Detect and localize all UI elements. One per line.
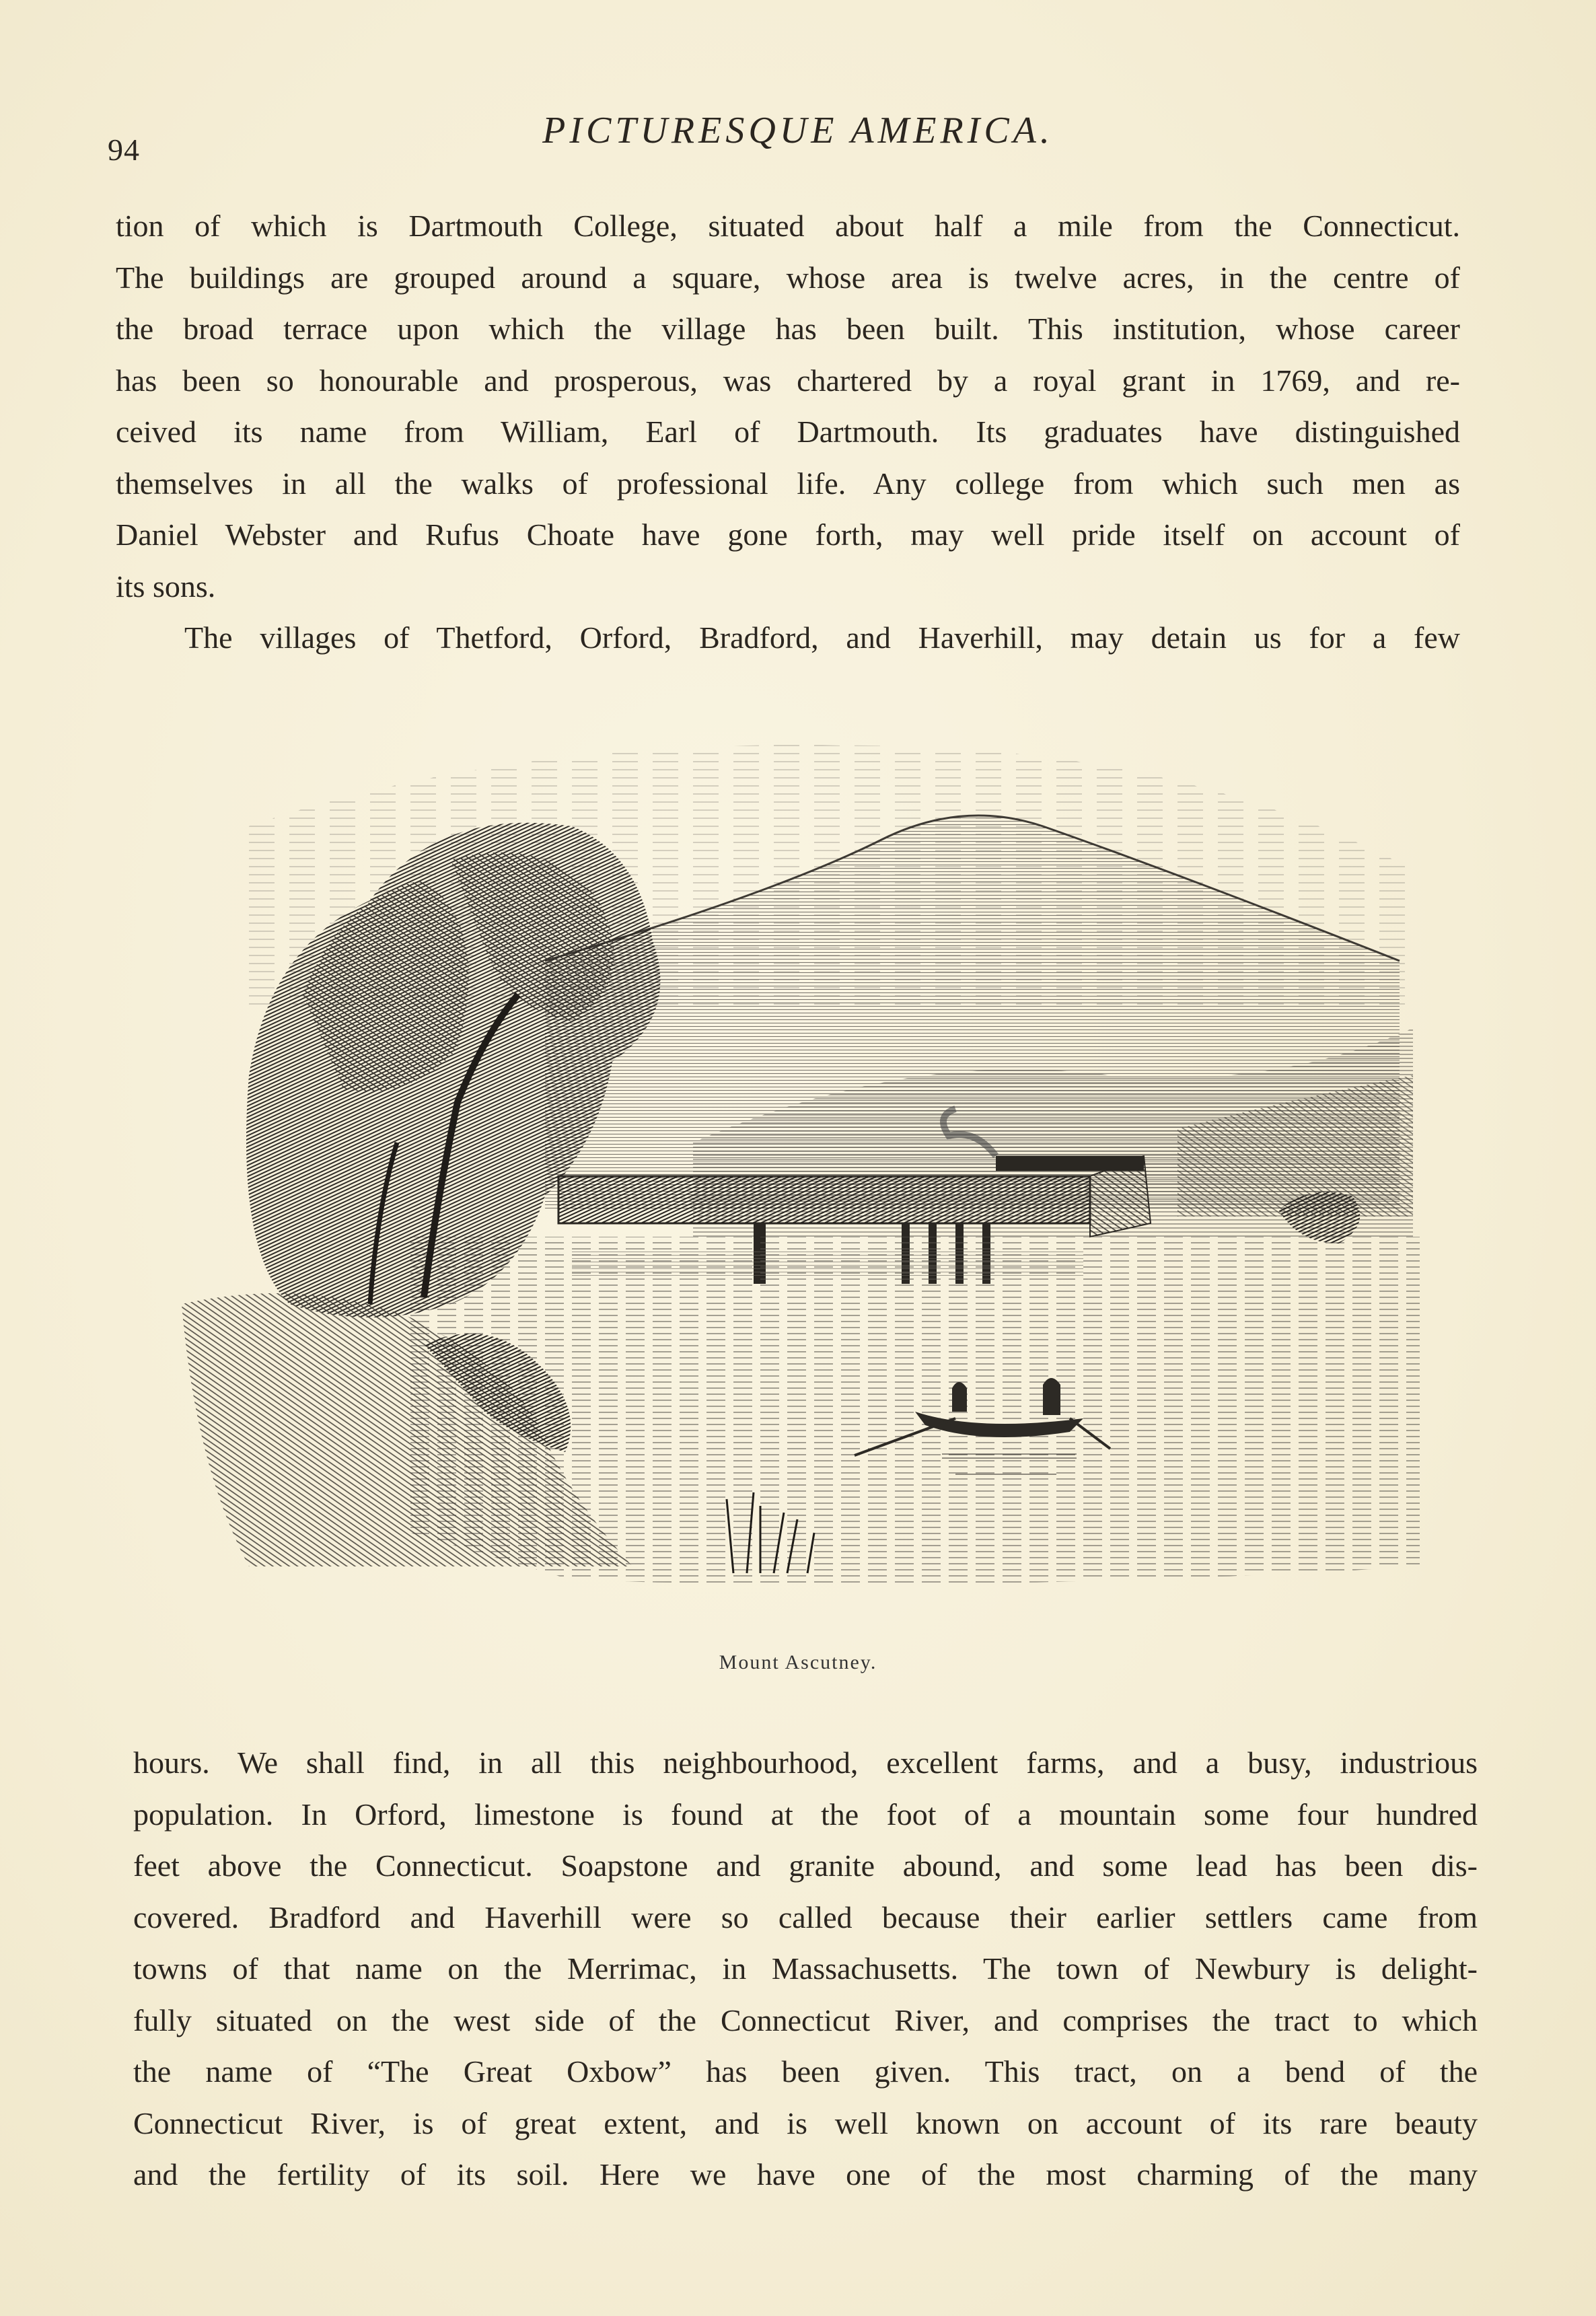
text-line: hours. We shall find, in all this neighbourhood, excellent farms, and a busy, industrious — [133, 1745, 1478, 1780]
text-line: ceived its name from William, Earl of Dartmouth. Its graduates have distinguished — [116, 414, 1460, 449]
text-line: towns of that name on the Merrimac, in Massachusetts. The town of Newbury is delight- — [133, 1951, 1478, 1986]
text-line: Connecticut River, is of great extent, and is well known on account of its rare beauty — [133, 2105, 1478, 2140]
text-line: and the fertility of its soil. Here we have one of the most charming of the many — [133, 2157, 1478, 2192]
text-line: themselves in all the walks of professional life. Any college from which such men as — [116, 466, 1460, 501]
text-line: has been so honourable and prosperous, was chartered by a royal grant in 1769, and re- — [116, 363, 1460, 398]
page-number: 94 — [108, 133, 140, 167]
mount-ascutney-engraving — [168, 725, 1433, 1640]
text-line: The buildings are grouped around a square, whose area is twelve acres, in the centre of — [116, 260, 1460, 295]
running-head: PICTURESQUE AMERICA. — [542, 110, 1054, 151]
text-line: feet above the Connecticut. Soapstone and granite abound, and some lead has been dis- — [133, 1848, 1478, 1883]
text-line: covered. Bradford and Haverhill were so called because their earlier settlers came from — [133, 1899, 1478, 1934]
text-line: the broad terrace upon which the village has been built. This institution, whose career — [116, 312, 1460, 346]
text-line: its sons. — [116, 569, 216, 604]
text-line: The villages of Thetford, Orford, Bradford, and Haverhill, may detain us for a few — [184, 620, 1460, 655]
body-text-bottom — [133, 1737, 1478, 2201]
text-line: population. In Orford, limestone is found at the foot of a mountain some four hundred — [133, 1797, 1478, 1832]
figure-caption: Mount Ascutney. — [719, 1651, 877, 1673]
text-line: the name of “The Great Oxbow” has been given. This tract, on a bend of the — [133, 2054, 1478, 2089]
body-text-top — [116, 201, 1460, 664]
text-line: tion of which is Dartmouth College, situated about half a mile from the Connecticut. — [116, 209, 1460, 243]
text-line: fully situated on the west side of the Connecticut River, and comprises the tract to which — [133, 2002, 1478, 2037]
text-line: Daniel Webster and Rufus Choate have gone forth, may well pride itself on account of — [116, 517, 1460, 552]
